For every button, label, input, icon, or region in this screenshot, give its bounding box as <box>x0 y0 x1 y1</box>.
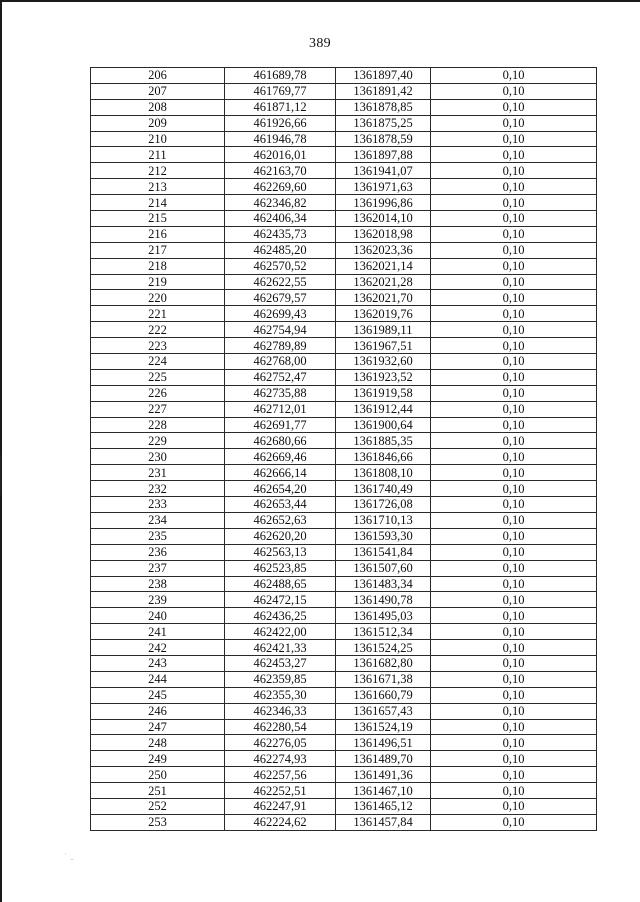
deviation-cell: 0,10 <box>431 369 597 385</box>
x-coordinate-cell: 462570,52 <box>225 258 336 274</box>
deviation-cell: 0,10 <box>431 671 597 687</box>
point-number-cell: 253 <box>91 814 225 830</box>
table-row <box>91 719 597 735</box>
point-number-cell: 242 <box>91 640 225 656</box>
y-coordinate-cell: 1361490,78 <box>336 592 431 608</box>
deviation-cell: 0,10 <box>431 767 597 783</box>
table-row <box>91 369 597 385</box>
y-coordinate-cell: 1361932,60 <box>336 354 431 370</box>
deviation-cell: 0,10 <box>431 401 597 417</box>
table-row <box>91 608 597 624</box>
x-coordinate-cell: 462269,60 <box>225 179 336 195</box>
y-coordinate-cell: 1361495,03 <box>336 608 431 624</box>
point-number-cell: 208 <box>91 99 225 115</box>
x-coordinate-cell: 461871,12 <box>225 99 336 115</box>
x-coordinate-cell: 462653,44 <box>225 497 336 513</box>
table-row <box>91 68 597 84</box>
deviation-cell: 0,10 <box>431 433 597 449</box>
table-row <box>91 481 597 497</box>
point-number-cell: 229 <box>91 433 225 449</box>
table-row <box>91 512 597 528</box>
y-coordinate-cell: 1361496,51 <box>336 735 431 751</box>
deviation-cell: 0,10 <box>431 544 597 560</box>
table-row <box>91 433 597 449</box>
x-coordinate-cell: 461689,78 <box>225 68 336 84</box>
y-coordinate-cell: 1361660,79 <box>336 687 431 703</box>
y-coordinate-cell: 1361885,35 <box>336 433 431 449</box>
y-coordinate-cell: 1361541,84 <box>336 544 431 560</box>
table-row <box>91 385 597 401</box>
table-row <box>91 147 597 163</box>
table-row <box>91 242 597 258</box>
point-number-cell: 240 <box>91 608 225 624</box>
y-coordinate-cell: 1361897,88 <box>336 147 431 163</box>
deviation-cell: 0,10 <box>431 290 597 306</box>
table-row <box>91 115 597 131</box>
y-coordinate-cell: 1361900,64 <box>336 417 431 433</box>
deviation-cell: 0,10 <box>431 608 597 624</box>
point-number-cell: 232 <box>91 481 225 497</box>
deviation-cell: 0,10 <box>431 417 597 433</box>
x-coordinate-cell: 462523,85 <box>225 560 336 576</box>
y-coordinate-cell: 1361971,63 <box>336 179 431 195</box>
deviation-cell: 0,10 <box>431 211 597 227</box>
y-coordinate-cell: 1361996,86 <box>336 195 431 211</box>
point-number-cell: 216 <box>91 226 225 242</box>
deviation-cell: 0,10 <box>431 306 597 322</box>
point-number-cell: 222 <box>91 322 225 338</box>
table-row <box>91 338 597 354</box>
table-row <box>91 449 597 465</box>
table-row <box>91 592 597 608</box>
point-number-cell: 219 <box>91 274 225 290</box>
x-coordinate-cell: 462276,05 <box>225 735 336 751</box>
y-coordinate-cell: 1361657,43 <box>336 703 431 719</box>
point-number-cell: 218 <box>91 258 225 274</box>
deviation-cell: 0,10 <box>431 592 597 608</box>
x-coordinate-cell: 462224,62 <box>225 814 336 830</box>
table-row <box>91 798 597 814</box>
y-coordinate-cell: 1362021,14 <box>336 258 431 274</box>
table-row <box>91 576 597 592</box>
x-coordinate-cell: 462768,00 <box>225 354 336 370</box>
y-coordinate-cell: 1361524,19 <box>336 719 431 735</box>
deviation-cell: 0,10 <box>431 798 597 814</box>
deviation-cell: 0,10 <box>431 163 597 179</box>
table-row <box>91 497 597 513</box>
deviation-cell: 0,10 <box>431 465 597 481</box>
table-row <box>91 560 597 576</box>
table-row <box>91 767 597 783</box>
x-coordinate-cell: 462435,73 <box>225 226 336 242</box>
deviation-cell: 0,10 <box>431 449 597 465</box>
deviation-cell: 0,10 <box>431 354 597 370</box>
deviation-cell: 0,10 <box>431 68 597 84</box>
coordinates-table <box>90 67 597 831</box>
y-coordinate-cell: 1361726,08 <box>336 497 431 513</box>
deviation-cell: 0,10 <box>431 322 597 338</box>
deviation-cell: 0,10 <box>431 147 597 163</box>
deviation-cell: 0,10 <box>431 719 597 735</box>
y-coordinate-cell: 1361923,52 <box>336 369 431 385</box>
y-coordinate-cell: 1361941,07 <box>336 163 431 179</box>
table-row <box>91 417 597 433</box>
point-number-cell: 247 <box>91 719 225 735</box>
point-number-cell: 227 <box>91 401 225 417</box>
x-coordinate-cell: 462680,66 <box>225 433 336 449</box>
y-coordinate-cell: 1361457,84 <box>336 814 431 830</box>
x-coordinate-cell: 462436,25 <box>225 608 336 624</box>
x-coordinate-cell: 462488,65 <box>225 576 336 592</box>
y-coordinate-cell: 1361740,49 <box>336 481 431 497</box>
y-coordinate-cell: 1361912,44 <box>336 401 431 417</box>
x-coordinate-cell: 462669,46 <box>225 449 336 465</box>
x-coordinate-cell: 462620,20 <box>225 528 336 544</box>
point-number-cell: 230 <box>91 449 225 465</box>
deviation-cell: 0,10 <box>431 814 597 830</box>
point-number-cell: 246 <box>91 703 225 719</box>
point-number-cell: 235 <box>91 528 225 544</box>
x-coordinate-cell: 462752,47 <box>225 369 336 385</box>
table-row <box>91 290 597 306</box>
point-number-cell: 233 <box>91 497 225 513</box>
y-coordinate-cell: 1361967,51 <box>336 338 431 354</box>
x-coordinate-cell: 462355,30 <box>225 687 336 703</box>
deviation-cell: 0,10 <box>431 735 597 751</box>
scan-artifact: ˙ ˍ <box>64 852 75 861</box>
y-coordinate-cell: 1361483,34 <box>336 576 431 592</box>
y-coordinate-cell: 1361524,25 <box>336 640 431 656</box>
point-number-cell: 217 <box>91 242 225 258</box>
x-coordinate-cell: 462359,85 <box>225 671 336 687</box>
table-row <box>91 640 597 656</box>
x-coordinate-cell: 461946,78 <box>225 131 336 147</box>
point-number-cell: 241 <box>91 624 225 640</box>
table-row <box>91 401 597 417</box>
point-number-cell: 212 <box>91 163 225 179</box>
table-row <box>91 751 597 767</box>
point-number-cell: 239 <box>91 592 225 608</box>
x-coordinate-cell: 462735,88 <box>225 385 336 401</box>
table-row <box>91 354 597 370</box>
y-coordinate-cell: 1362021,28 <box>336 274 431 290</box>
table-row <box>91 528 597 544</box>
point-number-cell: 214 <box>91 195 225 211</box>
point-number-cell: 234 <box>91 512 225 528</box>
point-number-cell: 248 <box>91 735 225 751</box>
deviation-cell: 0,10 <box>431 640 597 656</box>
x-coordinate-cell: 461769,77 <box>225 83 336 99</box>
x-coordinate-cell: 462691,77 <box>225 417 336 433</box>
table-row <box>91 624 597 640</box>
y-coordinate-cell: 1361671,38 <box>336 671 431 687</box>
point-number-cell: 250 <box>91 767 225 783</box>
x-coordinate-cell: 462406,34 <box>225 211 336 227</box>
x-coordinate-cell: 462622,55 <box>225 274 336 290</box>
deviation-cell: 0,10 <box>431 687 597 703</box>
y-coordinate-cell: 1361507,60 <box>336 560 431 576</box>
y-coordinate-cell: 1362023,36 <box>336 242 431 258</box>
y-coordinate-cell: 1361878,85 <box>336 99 431 115</box>
point-number-cell: 211 <box>91 147 225 163</box>
deviation-cell: 0,10 <box>431 655 597 671</box>
deviation-cell: 0,10 <box>431 703 597 719</box>
x-coordinate-cell: 462252,51 <box>225 783 336 799</box>
margin-mark <box>0 455 2 495</box>
point-number-cell: 225 <box>91 369 225 385</box>
scan-top-edge <box>0 0 640 2</box>
scan-left-edge <box>0 0 2 902</box>
page-number: 389 <box>309 36 331 51</box>
x-coordinate-cell: 462247,91 <box>225 798 336 814</box>
table-row <box>91 99 597 115</box>
y-coordinate-cell: 1361682,80 <box>336 655 431 671</box>
y-coordinate-cell: 1361846,66 <box>336 449 431 465</box>
deviation-cell: 0,10 <box>431 195 597 211</box>
x-coordinate-cell: 462666,14 <box>225 465 336 481</box>
deviation-cell: 0,10 <box>431 751 597 767</box>
deviation-cell: 0,10 <box>431 385 597 401</box>
x-coordinate-cell: 462652,63 <box>225 512 336 528</box>
y-coordinate-cell: 1361808,10 <box>336 465 431 481</box>
x-coordinate-cell: 462712,01 <box>225 401 336 417</box>
point-number-cell: 223 <box>91 338 225 354</box>
x-coordinate-cell: 462346,82 <box>225 195 336 211</box>
point-number-cell: 249 <box>91 751 225 767</box>
deviation-cell: 0,10 <box>431 560 597 576</box>
table-row <box>91 703 597 719</box>
table-row <box>91 814 597 830</box>
table-row <box>91 179 597 195</box>
coordinates-table-body <box>91 68 597 831</box>
deviation-cell: 0,10 <box>431 783 597 799</box>
point-number-cell: 236 <box>91 544 225 560</box>
point-number-cell: 224 <box>91 354 225 370</box>
table-row <box>91 306 597 322</box>
table-row <box>91 211 597 227</box>
table-row <box>91 544 597 560</box>
table-row <box>91 226 597 242</box>
point-number-cell: 238 <box>91 576 225 592</box>
table-row <box>91 735 597 751</box>
y-coordinate-cell: 1361710,13 <box>336 512 431 528</box>
table-row <box>91 322 597 338</box>
y-coordinate-cell: 1361467,10 <box>336 783 431 799</box>
x-coordinate-cell: 462453,27 <box>225 655 336 671</box>
x-coordinate-cell: 462472,15 <box>225 592 336 608</box>
x-coordinate-cell: 462257,56 <box>225 767 336 783</box>
x-coordinate-cell: 462421,33 <box>225 640 336 656</box>
point-number-cell: 252 <box>91 798 225 814</box>
deviation-cell: 0,10 <box>431 338 597 354</box>
x-coordinate-cell: 462654,20 <box>225 481 336 497</box>
table-row <box>91 655 597 671</box>
x-coordinate-cell: 462789,89 <box>225 338 336 354</box>
deviation-cell: 0,10 <box>431 497 597 513</box>
y-coordinate-cell: 1361989,11 <box>336 322 431 338</box>
deviation-cell: 0,10 <box>431 131 597 147</box>
y-coordinate-cell: 1362018,98 <box>336 226 431 242</box>
table-row <box>91 131 597 147</box>
point-number-cell: 243 <box>91 655 225 671</box>
point-number-cell: 228 <box>91 417 225 433</box>
deviation-cell: 0,10 <box>431 258 597 274</box>
deviation-cell: 0,10 <box>431 242 597 258</box>
point-number-cell: 245 <box>91 687 225 703</box>
deviation-cell: 0,10 <box>431 512 597 528</box>
deviation-cell: 0,10 <box>431 274 597 290</box>
y-coordinate-cell: 1362019,76 <box>336 306 431 322</box>
deviation-cell: 0,10 <box>431 624 597 640</box>
x-coordinate-cell: 462280,54 <box>225 719 336 735</box>
table-row <box>91 195 597 211</box>
x-coordinate-cell: 462346,33 <box>225 703 336 719</box>
point-number-cell: 209 <box>91 115 225 131</box>
y-coordinate-cell: 1361512,34 <box>336 624 431 640</box>
table-row <box>91 687 597 703</box>
y-coordinate-cell: 1361489,70 <box>336 751 431 767</box>
x-coordinate-cell: 462679,57 <box>225 290 336 306</box>
point-number-cell: 231 <box>91 465 225 481</box>
table-row <box>91 671 597 687</box>
point-number-cell: 207 <box>91 83 225 99</box>
table-row <box>91 258 597 274</box>
point-number-cell: 237 <box>91 560 225 576</box>
x-coordinate-cell: 462754,94 <box>225 322 336 338</box>
table-row <box>91 163 597 179</box>
x-coordinate-cell: 462016,01 <box>225 147 336 163</box>
point-number-cell: 244 <box>91 671 225 687</box>
y-coordinate-cell: 1361878,59 <box>336 131 431 147</box>
y-coordinate-cell: 1361465,12 <box>336 798 431 814</box>
x-coordinate-cell: 462163,70 <box>225 163 336 179</box>
y-coordinate-cell: 1361593,30 <box>336 528 431 544</box>
point-number-cell: 220 <box>91 290 225 306</box>
y-coordinate-cell: 1361897,40 <box>336 68 431 84</box>
deviation-cell: 0,10 <box>431 99 597 115</box>
x-coordinate-cell: 462274,93 <box>225 751 336 767</box>
deviation-cell: 0,10 <box>431 179 597 195</box>
x-coordinate-cell: 461926,66 <box>225 115 336 131</box>
point-number-cell: 226 <box>91 385 225 401</box>
y-coordinate-cell: 1362014,10 <box>336 211 431 227</box>
deviation-cell: 0,10 <box>431 226 597 242</box>
x-coordinate-cell: 462422,00 <box>225 624 336 640</box>
x-coordinate-cell: 462485,20 <box>225 242 336 258</box>
x-coordinate-cell: 462563,13 <box>225 544 336 560</box>
deviation-cell: 0,10 <box>431 83 597 99</box>
x-coordinate-cell: 462699,43 <box>225 306 336 322</box>
table-row <box>91 465 597 481</box>
deviation-cell: 0,10 <box>431 528 597 544</box>
y-coordinate-cell: 1361919,58 <box>336 385 431 401</box>
point-number-cell: 221 <box>91 306 225 322</box>
table-row <box>91 274 597 290</box>
table-row <box>91 83 597 99</box>
point-number-cell: 251 <box>91 783 225 799</box>
point-number-cell: 206 <box>91 68 225 84</box>
point-number-cell: 210 <box>91 131 225 147</box>
table-row <box>91 783 597 799</box>
point-number-cell: 213 <box>91 179 225 195</box>
y-coordinate-cell: 1362021,70 <box>336 290 431 306</box>
point-number-cell: 215 <box>91 211 225 227</box>
deviation-cell: 0,10 <box>431 115 597 131</box>
y-coordinate-cell: 1361891,42 <box>336 83 431 99</box>
y-coordinate-cell: 1361491,36 <box>336 767 431 783</box>
deviation-cell: 0,10 <box>431 576 597 592</box>
deviation-cell: 0,10 <box>431 481 597 497</box>
y-coordinate-cell: 1361875,25 <box>336 115 431 131</box>
